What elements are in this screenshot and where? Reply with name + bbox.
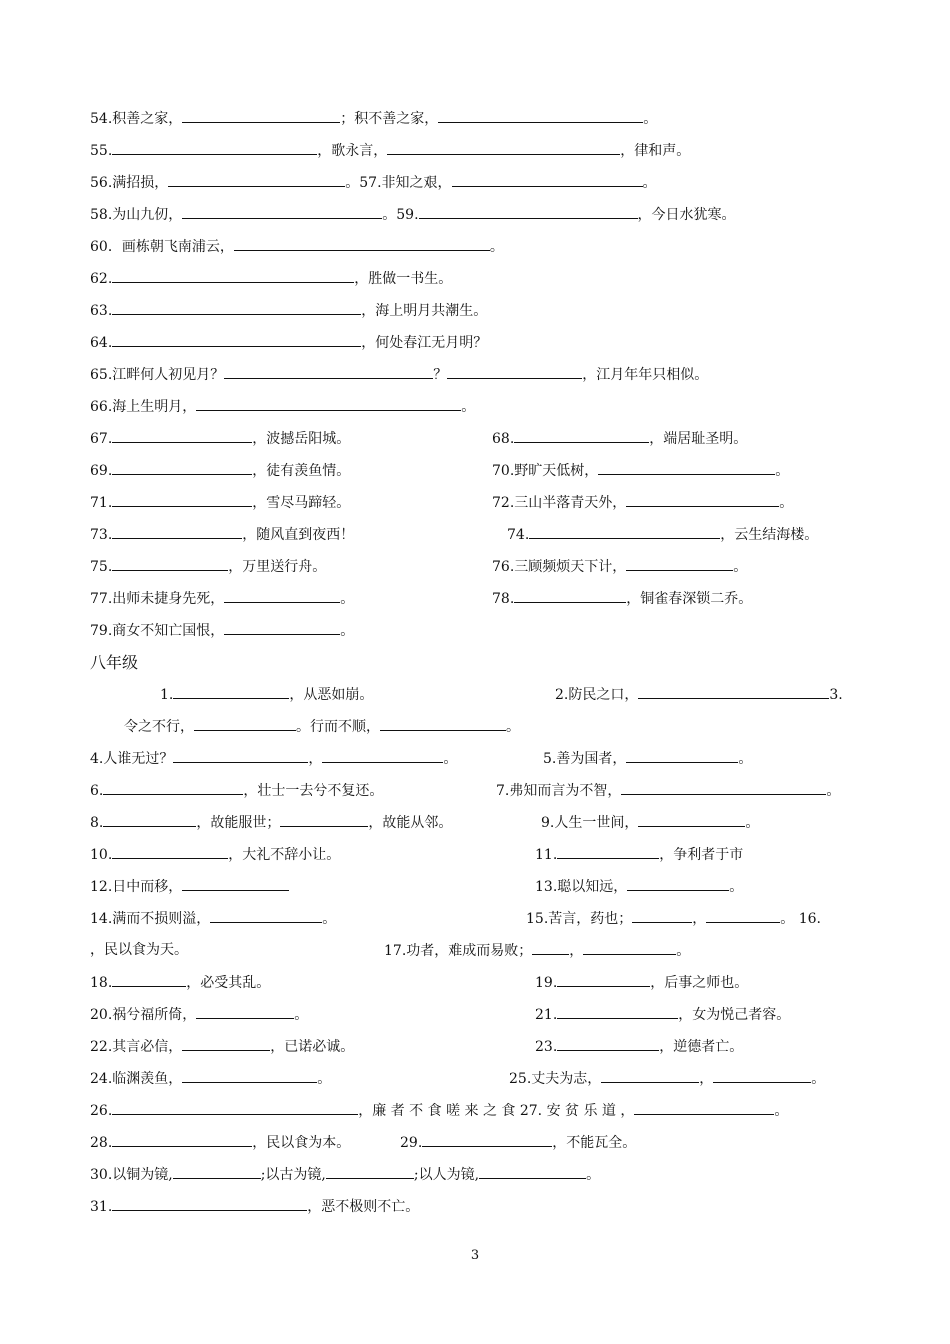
line-g8-10	[90, 844, 340, 864]
line-text: ，铜雀春深锁二乔。	[626, 591, 753, 607]
line-text: 5.善为国者，	[543, 751, 627, 767]
line-text: 19.	[535, 975, 558, 991]
line-text: 。	[729, 879, 744, 895]
line-text: 31.	[90, 1199, 113, 1215]
line-62	[90, 268, 452, 288]
line-text: ，海上明月共潮生。	[361, 303, 488, 319]
line-text: 。	[294, 1007, 309, 1023]
line-g8-26	[90, 1100, 788, 1120]
line-g8-18	[90, 972, 270, 992]
page-number: 3	[470, 1248, 480, 1263]
line-text: 20.祸兮福所倚，	[90, 1007, 197, 1023]
line-g8-28	[90, 1132, 350, 1152]
line-g8-2	[555, 684, 843, 704]
line-text: 21.	[535, 1007, 558, 1023]
line-text: 64.	[90, 335, 113, 351]
line-text: 。	[322, 911, 337, 927]
answer-blank[interactable]	[173, 684, 289, 699]
answer-blank[interactable]	[168, 172, 345, 187]
answer-blank[interactable]	[173, 748, 308, 763]
answer-blank[interactable]	[326, 1164, 414, 1179]
answer-blank[interactable]	[557, 1036, 659, 1051]
line-text: ，	[692, 911, 707, 927]
line-text: 18.	[90, 975, 113, 991]
line-g8-14	[90, 908, 336, 928]
answer-blank[interactable]	[196, 396, 461, 411]
answer-blank[interactable]	[452, 172, 643, 187]
line-text: 14.满而不损则溢，	[90, 911, 211, 927]
line-text: 17.功者，难成而易败；	[384, 943, 533, 959]
line-text: 62.	[90, 271, 113, 287]
answer-blank[interactable]	[557, 1004, 678, 1019]
line-text: ，逆德者亡。	[659, 1039, 744, 1055]
line-text: 73.	[90, 527, 113, 543]
line-77	[90, 588, 354, 608]
line-text: 66.海上生明月，	[90, 399, 197, 415]
line-g8-23	[535, 1036, 743, 1056]
line-g8-31	[90, 1196, 419, 1216]
answer-blank[interactable]	[182, 876, 289, 891]
answer-blank[interactable]	[182, 108, 340, 123]
answer-blank[interactable]	[194, 716, 296, 731]
answer-blank[interactable]	[182, 204, 382, 219]
line-g8-4	[90, 748, 457, 768]
line-text: 9.人生一世间，	[541, 815, 639, 831]
line-text: 。59.	[382, 207, 419, 223]
answer-blank[interactable]	[196, 1004, 294, 1019]
answer-blank[interactable]	[422, 1132, 552, 1147]
line-text: 。	[826, 783, 841, 799]
line-text: ，今日水犹寒。	[637, 207, 736, 223]
line-text: 12.日中而移，	[90, 879, 183, 895]
line-text: 26.	[90, 1103, 113, 1119]
line-g8-19	[535, 972, 748, 992]
line-text: 22.其言必信，	[90, 1039, 183, 1055]
line-text: 。	[461, 399, 476, 415]
line-68	[492, 428, 747, 448]
answer-blank[interactable]	[112, 1100, 358, 1115]
line-g8-20	[90, 1004, 308, 1024]
line-text: ，民以食为本。	[252, 1135, 351, 1151]
answer-blank[interactable]	[626, 748, 738, 763]
line-text: 67.	[90, 431, 113, 447]
answer-blank[interactable]	[447, 364, 582, 379]
line-58	[90, 204, 736, 224]
answer-blank[interactable]	[224, 364, 433, 379]
line-text: 4.人谁无过？	[90, 751, 174, 767]
line-66	[90, 396, 475, 416]
line-text: 。	[340, 623, 355, 639]
line-text: 30.以铜为镜,	[90, 1167, 173, 1183]
answer-blank[interactable]	[627, 876, 729, 891]
answer-blank[interactable]	[387, 140, 620, 155]
answer-blank[interactable]	[112, 972, 186, 987]
answer-blank[interactable]	[112, 556, 228, 571]
answer-blank[interactable]	[322, 748, 443, 763]
line-54	[90, 108, 657, 128]
line-71	[90, 492, 350, 512]
line-text: 58.为山九仞，	[90, 207, 183, 223]
line-60	[90, 236, 504, 256]
line-g8-8	[90, 812, 452, 832]
line-text: 。	[779, 495, 794, 511]
answer-blank[interactable]	[706, 908, 780, 923]
line-text: 78.	[492, 591, 515, 607]
line-text: ，律和声。	[620, 143, 691, 159]
answer-blank[interactable]	[598, 460, 775, 475]
line-text: ，波撼岳阳城。	[252, 431, 351, 447]
line-text: 。 16.	[780, 911, 821, 927]
line-text: ，胜做一书生。	[354, 271, 453, 287]
line-75	[90, 556, 326, 576]
line-text: 55.	[90, 143, 113, 159]
line-text: ，女为悦己者容。	[678, 1007, 791, 1023]
line-67	[90, 428, 350, 448]
answer-blank[interactable]	[112, 1132, 252, 1147]
line-g8-9	[541, 812, 759, 832]
line-text: ，徒有羡鱼情。	[252, 463, 351, 479]
line-text: 15.苦言，药也；	[526, 911, 633, 927]
line-text: 。	[733, 559, 748, 575]
line-text: 8.	[90, 815, 104, 831]
line-text: ，何处春江无月明？	[361, 335, 488, 351]
line-text: ，大礼不辞小让。	[228, 847, 341, 863]
line-text: ，壮士一去兮不复还。	[243, 783, 384, 799]
line-text: 令之不行，	[124, 719, 194, 735]
answer-blank[interactable]	[514, 428, 649, 443]
line-text: 。	[506, 719, 520, 735]
line-text: 77.出师未捷身先死，	[90, 591, 225, 607]
line-text: 。	[811, 1071, 826, 1087]
line-55	[90, 140, 690, 160]
line-65	[90, 364, 708, 384]
answer-blank[interactable]	[621, 780, 826, 795]
line-g8-6	[90, 780, 383, 800]
answer-blank[interactable]	[583, 940, 676, 955]
line-63	[90, 300, 487, 320]
line-text: 2.防民之口，	[555, 687, 639, 703]
line-text: ，雪尽马蹄轻。	[252, 495, 351, 511]
line-text: ，歌永言，	[317, 143, 388, 159]
line-text: 11.	[535, 847, 558, 863]
line-text: ，从恶如崩。	[289, 687, 374, 703]
answer-blank[interactable]	[638, 684, 829, 699]
answer-blank[interactable]	[112, 844, 228, 859]
answer-blank[interactable]	[380, 716, 506, 731]
answer-blank[interactable]	[224, 588, 340, 603]
line-text: ，故能服世；	[196, 815, 281, 831]
line-text: 。	[643, 111, 658, 127]
answer-blank[interactable]	[112, 300, 361, 315]
line-79	[90, 620, 354, 640]
line-text: 。	[775, 463, 790, 479]
line-g8-22	[90, 1036, 354, 1056]
line-text: 。行而不顺，	[296, 719, 380, 735]
answer-blank[interactable]	[112, 140, 317, 155]
line-text: ，恶不极则不亡。	[307, 1199, 420, 1215]
line-text: 。	[317, 1071, 332, 1087]
line-56	[90, 172, 657, 192]
line-text: 60．画栋朝飞南浦云，	[90, 239, 234, 255]
answer-blank[interactable]	[103, 812, 196, 827]
line-text: ，云生结海楼。	[720, 527, 819, 543]
line-text: 63.	[90, 303, 113, 319]
answer-blank[interactable]	[173, 1164, 261, 1179]
answer-blank[interactable]	[112, 268, 354, 283]
answer-blank[interactable]	[112, 332, 361, 347]
line-text: 65.江畔何人初见月？	[90, 367, 225, 383]
answer-blank[interactable]	[112, 1196, 307, 1211]
answer-blank[interactable]	[182, 1036, 270, 1051]
line-g8-3	[124, 716, 520, 736]
line-g8-13	[535, 876, 743, 896]
line-text: 68.	[492, 431, 515, 447]
line-text: 3.	[829, 687, 843, 703]
answer-blank[interactable]	[713, 1068, 811, 1083]
line-text: ，随风直到夜西！	[242, 527, 355, 543]
line-78	[492, 588, 752, 608]
line-text: 。	[738, 751, 753, 767]
answer-blank[interactable]	[103, 780, 243, 795]
line-69	[90, 460, 350, 480]
answer-blank[interactable]	[234, 236, 490, 251]
answer-blank[interactable]	[112, 428, 252, 443]
line-text: 6.	[90, 783, 104, 799]
answer-blank[interactable]	[112, 524, 242, 539]
answer-blank[interactable]	[479, 1164, 586, 1179]
line-text: 56.满招损，	[90, 175, 169, 191]
line-g8-7	[496, 780, 840, 800]
line-76	[492, 556, 747, 576]
line-text: 。	[676, 943, 691, 959]
answer-blank[interactable]	[529, 524, 720, 539]
answer-blank[interactable]	[182, 1068, 317, 1083]
section-heading: 八年级	[90, 653, 139, 672]
answer-blank[interactable]	[634, 1100, 774, 1115]
line-text: 75.	[90, 559, 113, 575]
answer-blank[interactable]	[419, 204, 638, 219]
line-text: 。57.非知之艰，	[345, 175, 452, 191]
line-text: ，端居耻圣明。	[649, 431, 748, 447]
line-g8-24	[90, 1068, 331, 1088]
answer-blank[interactable]	[514, 588, 626, 603]
line-text: 。	[642, 175, 657, 191]
line-text: 74.	[507, 527, 530, 543]
line-text: ，已诺必诚。	[270, 1039, 355, 1055]
line-text: 71.	[90, 495, 113, 511]
answer-blank[interactable]	[638, 812, 745, 827]
line-text: 72.三山半落青天外，	[492, 495, 627, 511]
line-text: 25.丈夫为志，	[509, 1071, 602, 1087]
line-text: 。	[340, 591, 355, 607]
answer-blank[interactable]	[112, 492, 252, 507]
line-64	[90, 332, 487, 352]
line-text: ，廉 者 不 食 嗟 来 之 食 27. 安 贫 乐 道 ，	[358, 1103, 635, 1119]
line-text: 70.野旷天低树，	[492, 463, 599, 479]
line-text: ;以人为镜,	[413, 1167, 480, 1183]
line-text: 1.	[160, 687, 174, 703]
line-g8-5	[543, 748, 752, 768]
line-text: 。	[745, 815, 760, 831]
line-text: ，	[699, 1071, 714, 1087]
line-74	[507, 524, 818, 544]
line-text: ;以古为镜,	[260, 1167, 326, 1183]
line-text: ，争利者于市	[659, 847, 744, 863]
line-g8-25	[509, 1068, 825, 1088]
line-text: 13.聪以知远，	[535, 879, 628, 895]
line-g8-21	[535, 1004, 790, 1024]
line-text: ，后事之师也。	[650, 975, 749, 991]
line-text: 。	[443, 751, 458, 767]
line-text: ，江月年年只相似。	[582, 367, 709, 383]
answer-blank[interactable]	[557, 844, 659, 859]
line-text: 79.商女不知亡国恨，	[90, 623, 225, 639]
answer-blank[interactable]	[557, 972, 650, 987]
answer-blank[interactable]	[532, 940, 569, 955]
line-g8-16	[90, 940, 188, 960]
line-text: 。	[586, 1167, 601, 1183]
line-text: 。	[774, 1103, 789, 1119]
line-70	[492, 460, 789, 480]
answer-blank[interactable]	[626, 556, 733, 571]
answer-blank[interactable]	[112, 460, 252, 475]
line-text: ，民以食为天。	[90, 942, 188, 958]
line-text: ；积不善之家，	[340, 111, 439, 127]
line-text: 54.积善之家，	[90, 111, 183, 127]
line-72	[492, 492, 793, 512]
line-text: ，	[569, 943, 584, 959]
line-g8-11	[535, 844, 743, 864]
answer-blank[interactable]	[632, 908, 692, 923]
line-text: 29.	[400, 1135, 423, 1151]
line-g8-15	[526, 908, 821, 928]
line-g8-30	[90, 1164, 600, 1184]
line-g8-17	[384, 940, 690, 960]
line-text: 76.三顾频烦天下计，	[492, 559, 627, 575]
line-text: ，必受其乱。	[186, 975, 271, 991]
line-text: 7.弗知而言为不智，	[496, 783, 622, 799]
line-text: ，故能从邻。	[368, 815, 453, 831]
line-text: 。	[489, 239, 504, 255]
line-text: 24.临渊羡鱼，	[90, 1071, 183, 1087]
answer-blank[interactable]	[224, 620, 340, 635]
line-text: ？	[433, 367, 448, 383]
line-text: 23.	[535, 1039, 558, 1055]
answer-blank[interactable]	[438, 108, 643, 123]
line-text: ，	[308, 751, 323, 767]
answer-blank[interactable]	[280, 812, 368, 827]
line-text: 69.	[90, 463, 113, 479]
line-text: 10.	[90, 847, 113, 863]
line-g8-12	[90, 876, 289, 896]
answer-blank[interactable]	[626, 492, 779, 507]
line-g8-29	[400, 1132, 636, 1152]
line-73	[90, 524, 354, 544]
line-text: 28.	[90, 1135, 113, 1151]
answer-blank[interactable]	[210, 908, 322, 923]
line-text: ，不能瓦全。	[552, 1135, 637, 1151]
line-text: ，万里送行舟。	[228, 559, 327, 575]
answer-blank[interactable]	[601, 1068, 699, 1083]
line-g8-1	[160, 684, 373, 704]
